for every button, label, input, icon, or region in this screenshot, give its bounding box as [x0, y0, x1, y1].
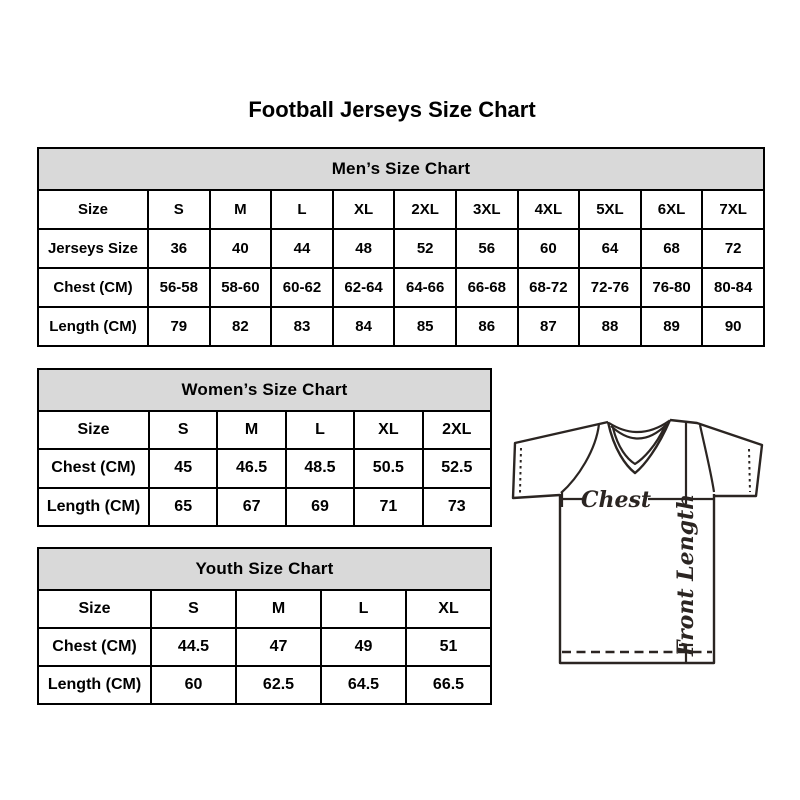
size-value-cell: 50.5 [354, 449, 422, 487]
size-value-cell: 69 [286, 488, 354, 526]
size-value-cell: 5XL [579, 190, 641, 229]
size-value-cell: L [271, 190, 333, 229]
size-value-cell: 60-62 [271, 268, 333, 307]
youth-size-table [37, 547, 492, 705]
size-value-cell: 89 [641, 307, 703, 346]
size-value-cell: 56-58 [148, 268, 210, 307]
table-title: Women’s Size Chart [38, 369, 491, 411]
size-value-cell: 2XL [423, 411, 491, 449]
size-value-cell: 40 [210, 229, 272, 268]
size-value-cell: 64.5 [321, 666, 406, 704]
size-value-cell: 90 [702, 307, 764, 346]
row-label: Length (CM) [38, 307, 148, 346]
size-value-cell: 3XL [456, 190, 518, 229]
row-label: Chest (CM) [38, 449, 149, 487]
table-title-row [38, 369, 491, 411]
size-value-cell: 72 [702, 229, 764, 268]
size-value-cell: 66-68 [456, 268, 518, 307]
size-value-cell: 7XL [702, 190, 764, 229]
size-value-cell: 68 [641, 229, 703, 268]
jersey-right-armhole-seam [700, 425, 714, 492]
table-row [38, 449, 491, 487]
size-value-cell: S [151, 590, 236, 628]
jersey-left-cuff-stitch [520, 448, 521, 493]
row-label: Size [38, 411, 149, 449]
row-label: Size [38, 190, 148, 229]
page-title: Football Jerseys Size Chart [248, 97, 536, 122]
size-value-cell: 44 [271, 229, 333, 268]
size-value-cell: S [149, 411, 217, 449]
row-label: Size [38, 590, 151, 628]
table-title-row [38, 148, 764, 190]
size-value-cell: 66.5 [406, 666, 491, 704]
size-value-cell: 56 [456, 229, 518, 268]
row-label: Length (CM) [38, 666, 151, 704]
womens-size-table [37, 368, 492, 527]
size-value-cell: 80-84 [702, 268, 764, 307]
size-value-cell: 67 [217, 488, 285, 526]
size-value-cell: XL [354, 411, 422, 449]
size-value-cell: S [148, 190, 210, 229]
row-label: Chest (CM) [38, 268, 148, 307]
size-value-cell: 47 [236, 628, 321, 666]
size-value-cell: 88 [579, 307, 641, 346]
table-row [38, 628, 491, 666]
size-value-cell: L [321, 590, 406, 628]
table-row [38, 488, 491, 526]
size-value-cell: 79 [148, 307, 210, 346]
size-value-cell: 36 [148, 229, 210, 268]
row-label: Jerseys Size [38, 229, 148, 268]
table-title: Youth Size Chart [38, 548, 491, 590]
mens-size-table [37, 147, 765, 347]
size-value-cell: 73 [423, 488, 491, 526]
jersey-right-sleeve-outline [670, 420, 762, 496]
row-label: Length (CM) [38, 488, 149, 526]
size-value-cell: 4XL [518, 190, 580, 229]
table-row [38, 411, 491, 449]
row-label: Chest (CM) [38, 628, 151, 666]
size-value-cell: M [236, 590, 321, 628]
size-value-cell: 68-72 [518, 268, 580, 307]
size-value-cell: XL [406, 590, 491, 628]
size-value-cell: 49 [321, 628, 406, 666]
size-value-cell: 52.5 [423, 449, 491, 487]
size-value-cell: 76-80 [641, 268, 703, 307]
size-value-cell: 60 [518, 229, 580, 268]
front-length-label: Front Length [673, 493, 699, 657]
size-value-cell: 51 [406, 628, 491, 666]
jersey-left-armhole-seam [561, 424, 599, 493]
size-value-cell: 48 [333, 229, 395, 268]
size-value-cell: 64 [579, 229, 641, 268]
size-value-cell: L [286, 411, 354, 449]
size-value-cell: 46.5 [217, 449, 285, 487]
size-value-cell: 71 [354, 488, 422, 526]
size-value-cell: 64-66 [394, 268, 456, 307]
size-value-cell: 58-60 [210, 268, 272, 307]
table-row [38, 190, 764, 229]
chest-label: Chest [580, 487, 652, 513]
size-value-cell: 84 [333, 307, 395, 346]
table-title-row [38, 548, 491, 590]
size-value-cell: 82 [210, 307, 272, 346]
table-row [38, 666, 491, 704]
size-value-cell: 86 [456, 307, 518, 346]
table-row [38, 590, 491, 628]
size-value-cell: 85 [394, 307, 456, 346]
table-title: Men’s Size Chart [38, 148, 764, 190]
size-value-cell: 52 [394, 229, 456, 268]
size-value-cell: M [210, 190, 272, 229]
table-row [38, 307, 764, 346]
size-value-cell: XL [333, 190, 395, 229]
size-value-cell: 62.5 [236, 666, 321, 704]
size-value-cell: 48.5 [286, 449, 354, 487]
jersey-right-cuff-stitch [749, 449, 750, 492]
size-value-cell: 83 [271, 307, 333, 346]
size-value-cell: 72-76 [579, 268, 641, 307]
table-row [38, 268, 764, 307]
size-value-cell: 6XL [641, 190, 703, 229]
size-value-cell: 44.5 [151, 628, 236, 666]
size-value-cell: M [217, 411, 285, 449]
size-value-cell: 87 [518, 307, 580, 346]
size-value-cell: 45 [149, 449, 217, 487]
jersey-measurement-diagram [500, 400, 780, 690]
table-row [38, 229, 764, 268]
size-value-cell: 65 [149, 488, 217, 526]
size-value-cell: 2XL [394, 190, 456, 229]
size-value-cell: 62-64 [333, 268, 395, 307]
size-value-cell: 60 [151, 666, 236, 704]
